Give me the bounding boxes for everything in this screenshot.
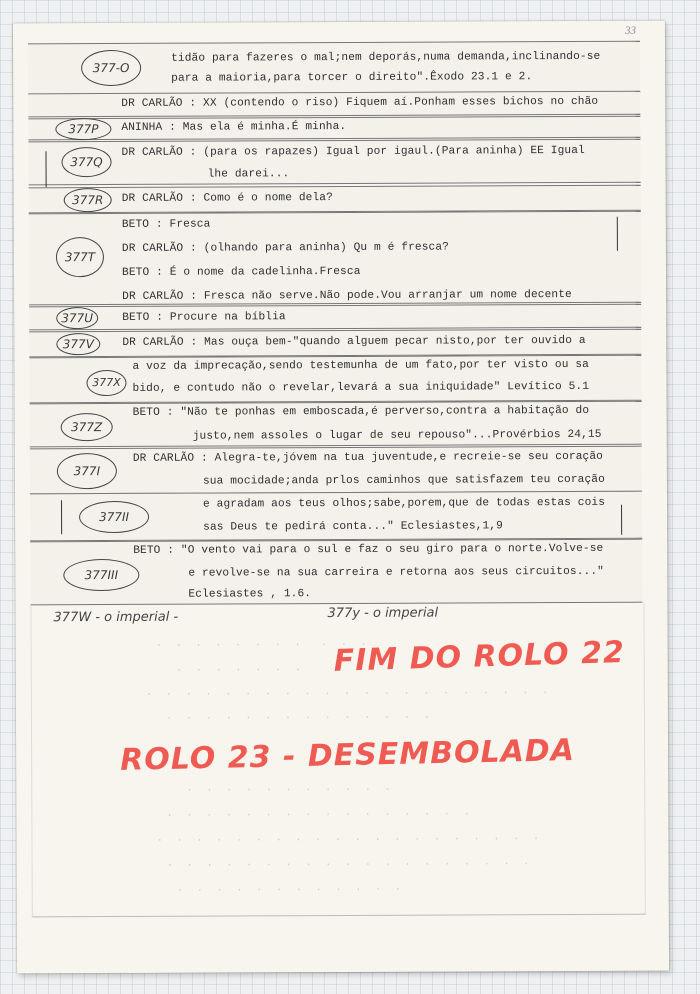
script-line: BETO : "O vento vai para o sul e faz o seu giro para o norte.Volve-se (133, 542, 604, 557)
script-line: bido, e contudo não o revelar,levará a sua iniquidade" Levítico 5.1 (132, 380, 590, 395)
clip-code-377t: 377T (56, 237, 104, 277)
margin-bar (617, 217, 618, 251)
script-strip-377r (29, 185, 641, 214)
script-line: ANINHA : Mas ela é minha.É minha. (121, 120, 347, 134)
bleed-through-text: . . . . . . . . . . . (186, 781, 391, 795)
script-line: DR CARLÃO : Mas ouça bem-"quando alguem pecar nisto,por ter ouvido a (122, 334, 586, 349)
bleed-through-text: . . . . . . . . . . . . . . . . . . . . . (145, 685, 549, 699)
script-line: Eclesiastes , 1.6. (188, 588, 312, 601)
margin-bar (45, 151, 46, 187)
script-line: DR CARLÃO : (olhando para aninha) Qu m é fresca? (121, 241, 450, 255)
clip-code-377x: 377X (86, 370, 126, 396)
script-line: tidão para fazeres o mal;nem deporás,numa demanda,inclinando-se (171, 50, 601, 65)
clip-code-377ii: 377II (79, 501, 149, 533)
clip-code-377-o: 377-O (81, 50, 141, 86)
clip-code-377v: 377V (56, 333, 100, 355)
clip-code-377p: 377P (55, 118, 111, 140)
clip-code-377q: 377Q (61, 147, 111, 177)
script-line: sua mocidade;anda prlos caminhos que satisfazem teu coração (202, 473, 605, 488)
script-line: justo,nem assoles o lugar de seu repouso"...Provérbios 24,15 (192, 428, 602, 443)
handwritten-note-left: 377W - o imperial - (53, 609, 179, 626)
margin-bar (621, 505, 622, 535)
script-line: para a maioria,para torcer o direito".Êxodo 23.1 e 2. (171, 71, 533, 85)
script-line: DR CARLÃO : Como é o nome dela? (121, 192, 333, 205)
bleed-through-text: . . . . . . . . . . . . . . (165, 709, 431, 723)
script-line: lhe darei... (207, 168, 290, 181)
script-line: e revolve-se na sua carreira e retorna aos seus circuitos..." (188, 565, 604, 580)
page-number: 33 (624, 24, 636, 37)
bleed-through-text: . . . . . . . . . . . . . . . . (166, 806, 471, 820)
clip-code-377u: 377U (56, 307, 98, 329)
bleed-through-text: . . . . . . . . . . . . . . . . . . . . (156, 831, 540, 845)
document-sheet (13, 21, 669, 974)
script-line: DR CARLÃO : (para os rapazes) Igual por igaul.(Para aninha) EE Igual (121, 144, 585, 159)
margin-bar (61, 500, 62, 534)
script-line: BETO : Procure na bíblia (122, 311, 286, 324)
bleed-through-text: . . . . . . . . . . . (155, 636, 367, 650)
script-line: a voz da imprecação,sendo testemunha de um fato,por ter visto ou sa (132, 358, 589, 373)
script-line: BETO : Fresca (121, 218, 211, 231)
script-line: BETO : "Não te ponhas em emboscada,é perverso,contra a habitação do (132, 404, 590, 419)
handwritten-note-right: 377y - o imperial (327, 605, 439, 622)
script-line: DR CARLÃO : Fresca não serve.Não pode.Vou arranjar um nome decente (122, 288, 572, 303)
bleed-through-text: . . . . . . . (175, 662, 302, 675)
clip-code-377i: 377I (57, 453, 117, 489)
script-line: DR CARLÃO : XX (contendo o riso) Fiquem aí.Ponham esses bichos no chão (121, 95, 599, 110)
script-line: e agradam aos teus olhos;sabe,porem,que de todas estas cois (203, 496, 606, 511)
script-line: BETO : É o nome da cadelinha.Fresca (121, 265, 361, 279)
bleed-through-text: . . . . . . . . . . . . . . . . . . . (166, 856, 530, 870)
clip-code-377z: 377Z (61, 413, 113, 441)
script-line: DR CARLÃO : Alegra-te,jóvem na tua juventude,e recreie-se seu coração (132, 450, 603, 465)
red-note-end-of-reel: FIM DO ROLO 22 (333, 634, 626, 679)
script-line: sas Deus te pedirá conta..." Eclesiastes,1,9 (203, 520, 503, 534)
script-strip-377u (29, 304, 641, 331)
bleed-through-text: . . . . . . . . . . . . (176, 881, 402, 895)
clip-code-377r: 377R (64, 188, 112, 212)
clip-code-377iii: 377III (63, 559, 139, 591)
red-note-reel-title: ROLO 23 - DESEMBOLADA (119, 733, 576, 778)
